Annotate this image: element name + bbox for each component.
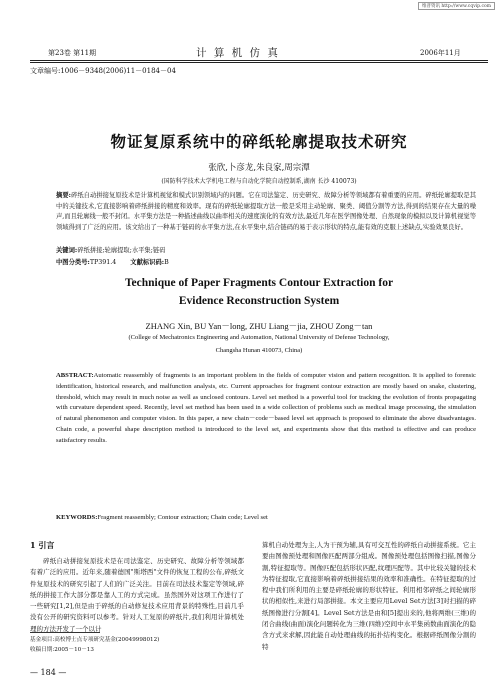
keywords-cn-text: 碎纸拼接;轮廓提取;水平集;链码 <box>77 247 166 254</box>
abstract-cn-label: 摘要: <box>56 192 71 199</box>
intro-left-column: 碎纸自动拼接复原技术是在司法鉴定、历史研究、故障分析等领域都有着广泛的应用。近年来,随着德国"斯塔西"文件的恢复工程的公布,碎纸文件复原技术的研究引起了人们的广泛关注。目前在司法技术鉴定等领域,碎纸的拼接工作大部分都是靠人工的方式完成。虽然国外对这项工作进行了一些研究[1,2],但是由于碎纸的自动修复技术应用背景的特殊性,目前几乎没有公开的研究资料可以参考。针对人工复原的碎纸片,我们利用计算机处理的方法开发了一个以计 <box>30 557 244 633</box>
footnote-rule <box>30 632 100 633</box>
authors-en: ZHANG Xin, BU Yan－long, ZHU Liang－jia, ZHOU Zong－tan <box>145 321 373 331</box>
abstract-en <box>56 371 476 447</box>
affiliation-en-line2: Changsha Hunan 410073, China) <box>215 347 303 354</box>
affiliation-en-line1: (College of Mechatronics Engineering and Automation, National University of Defense Technology, <box>128 334 390 341</box>
section-heading-intro: 1 引言 <box>30 540 55 550</box>
abstract-en-label: ABSTRACT: <box>56 372 94 379</box>
paper-title-en-line1: Technique of Paper Fragments Contour Extraction for <box>124 277 394 289</box>
class-value: TP391.4 <box>89 259 117 266</box>
keywords-cn-label: 关键词: <box>56 247 78 254</box>
keywords-en <box>56 514 476 521</box>
header-rule <box>30 60 488 61</box>
abstract-en-text: Automatic reassembly of fragments is an important problem in the fields of computer vision and pattern recognition. It is applied to forensic identification, historical research, and malfunction analysis, etc. Current approaches for fragment contour extraction are mostly based on snake, clustering, threshold, which may result in much noise as well as unclosed contours. Level set method is a powerful tool for tracking the evolution of fronts propagating with curvature dependent speed. Recently, level set method has been used in a wide collection of problems such as medical image processing, the simulation of natural phenomenon and computer vision. In this paper, a new chain－code－based level set approach is proposed to eliminate the above disadvantages. Chain code, a powerful shape description method is introduced to the level set, and experiments show that this method is effective and can produce satisfactory results. <box>56 372 476 444</box>
classification-cn <box>56 257 476 266</box>
paper-title-en-line2: Evidence Reconstruction System <box>178 295 340 307</box>
abstract-cn-text: 碎纸自动拼接复原技术是计算机视觉和模式识别领域内的问题。它在司法鉴定、历史研究、故障分析等领域都有着重要的应用。碎纸轮廓提取是其中的关键技术,它直接影响着碎纸拼接的精度和效率。现有的碎纸轮廓提取方法一般是采用主动轮廓、聚类、阈值分割等方法,得到的结果存在大量的噪声,而且轮廓线一般不封闭。水平集方法是一种描述曲线以曲率相关的速度演化的有效方法,最近几年在医学图像处理、自然现象的模拟以及计算机视觉等领域得到了广泛的应用。该文给出了一种基于链码的水平集方法,在水平集中,结合链码的易于表示形状的特点,能有效的克服上述缺点,实验效果良好。 <box>56 192 476 231</box>
keywords-en-label: KEYWORDS: <box>56 514 98 521</box>
footnote-funding: 基金项目:高校博士点专项研究基金(20049998012) <box>30 637 160 643</box>
affiliation-cn: (国防科学技术大学机电工程与自动化学院自动控制系,湖南 长沙 410073) <box>161 178 357 185</box>
footnote-received: 收稿日期:2005－10－13 <box>30 647 94 653</box>
header-rule-2 <box>30 62 488 63</box>
paper-title-cn: 物证复原系统中的碎纸轮廓提取技术研究 <box>110 132 408 151</box>
doc-code-value: B <box>164 259 169 266</box>
abstract-cn <box>56 191 476 233</box>
source-stamp: 维普资讯 http://www.cqvip.com <box>418 2 495 10</box>
doc-code-label: 文献标识码: <box>130 259 165 266</box>
article-id: 文章编号:1006－9348(2006)11－0184－04 <box>30 67 176 75</box>
authors-cn: 张欣,卜彦龙,朱良家,周宗潭 <box>208 163 310 173</box>
journal-volume: 第23卷 第11期 <box>48 49 97 57</box>
class-label: 中图分类号: <box>56 259 90 266</box>
journal-name: 计 算 机 仿 真 <box>196 47 280 59</box>
journal-date: 2006年11月 <box>420 49 461 57</box>
page-number: — 184 — <box>30 668 67 677</box>
intro-right-column: 算机自动处理为主,人为干预为辅,具有可交互性的碎纸自动拼接系统。它主要由图像预处理和图像匹配两部分组成。图像预处理包括图像扫描,图像分割,特征提取等。图像匹配包括形状匹配,纹理匹配等。其中比较关键的技术为特征提取,它直接影响着碎纸拼接结果的效率和准确性。在特征提取的过程中我们所利用的主要是碎纸轮廓的形状特征。利用相邻碎纸之间轮廓形状的相似性,来进行局部拼接。本文主要应用Level Set方法[3]对扫描的碎纸图像进行分割[4]。Level Set方法是由和[5]提出来的,他将两维(三维)的闭合曲线(曲面)演化问题转化为三维(四维)空间中水平集函数曲面演化的隐含方式来求解,因此能自动处理曲线的拓扑结构变化。根据碎纸图像分割的特 <box>262 541 476 651</box>
keywords-en-text: Fragment reassembly; Contour extraction; Chain code; Level set <box>97 514 268 521</box>
keywords-cn <box>56 245 476 254</box>
